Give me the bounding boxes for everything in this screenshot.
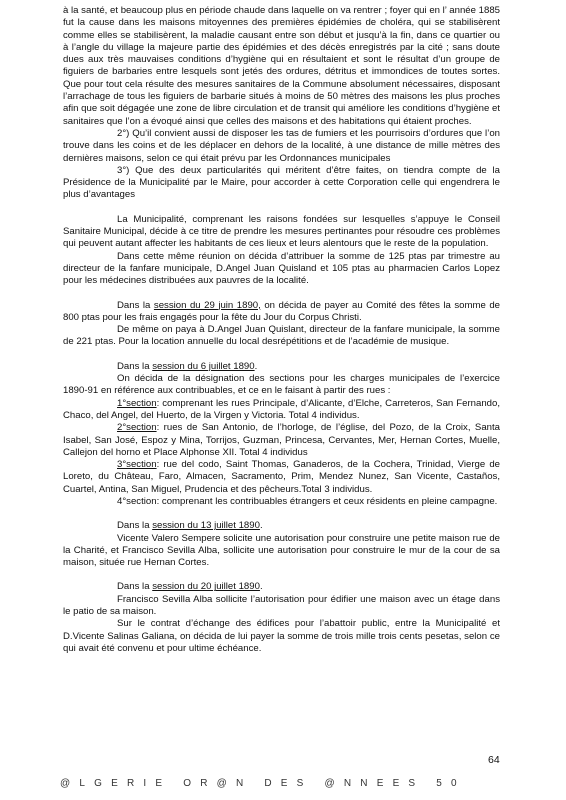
session-text: . bbox=[259, 581, 263, 593]
paragraph-section-3 bbox=[63, 459, 500, 496]
section-label-1: 1°section bbox=[117, 397, 157, 409]
section-label-3: 3°section bbox=[117, 459, 157, 471]
paragraph-abattoir-contract: Sur le contrat d’échange des édifices pour l’abattoir public, entre la Municipalité et D.Vicente Salinas Galiana, on décida de lui payer la somme de trois mille trois cents pesetas, selon ce qui avait été convenu et pour ultime échéance. bbox=[63, 618, 500, 654]
paragraph-point-2: 2°) Qu’il convient aussi de disposer les tas de fumiers et les pourrisoirs d’ordures que l’on trouve dans les coins et de les déplacer en dehors de la localité, à une distance de mille mètres des dernières maisons, selon ce qui était prévu par les Ordonnances municipales bbox=[63, 127, 500, 164]
session-text: on décida de payer au Comité des fêtes la somme de 800 ptas pour les frais engagés pour la fête du Jour du Corpus Christi. bbox=[63, 299, 500, 323]
page-body bbox=[63, 5, 500, 655]
page-number: 64 bbox=[488, 754, 500, 766]
paragraph-section-2 bbox=[63, 422, 500, 459]
session-prefix: Dans la bbox=[117, 360, 153, 372]
paragraph-quislant-payment: De même on paya à D.Angel Juan Quislant, directeur de la fanfare municipale, la somme de 221 ptas. Pour la location annuelle du local desrépétitions et de l’académie de musique. bbox=[63, 324, 500, 348]
session-date-29-june: session du 29 juin 1890, bbox=[153, 299, 261, 311]
section-text-2: : rues de San Antonio, de l’horloge, de l’église, del Pozo, de la Croix, Santa Isabel, San José, Espoz y Mina, Torrijos, Guzman, Princesa, Cervantes, Mer, Hernan Cortes, Muelle, Callejon del horno et Place Alphonse XII. Total 4 individus bbox=[63, 422, 500, 458]
session-text: . bbox=[259, 520, 263, 532]
section-label-2: 2°section bbox=[117, 422, 157, 434]
session-date-20-july: session du 20 juillet 1890 bbox=[152, 581, 260, 593]
paragraph-session-13-july bbox=[63, 520, 500, 532]
paragraph-sevilla-request: Francisco Sevilla Alba sollicite l’autorisation pour édifier une maison avec un étage dans le patio de sa maison. bbox=[63, 593, 500, 618]
section-text-3: : rue del codo, Saint Thomas, Ganaderos, de la Cochera, Trinidad, Vierge de Loreto, du Château, Faro, Almacen, Sacramento, Prim, Mendez Nunez, San Vicente, Castaños, Cuartel, Antina, San Miguel, Prudencia et des pêcheurs.Total 3 individus. bbox=[63, 459, 500, 495]
paragraph-session-29-june bbox=[63, 300, 500, 325]
paragraph-session-20-july bbox=[63, 581, 500, 593]
paragraph-section-4: 4°section: comprenant les contribuables étrangers et ceux résidents en pleine campagne. bbox=[117, 495, 498, 507]
session-text: . bbox=[254, 360, 258, 372]
session-prefix: Dans la bbox=[117, 520, 153, 532]
footer-text: @LGERIE OR@N DES @NNEES 50 bbox=[60, 778, 466, 789]
paragraph-section-1 bbox=[63, 398, 500, 423]
paragraph-valero-request: Vicente Valero Sempere solicite une autorisation pour construire une petite maison rue de la Charité, et Francisco Sevilla Alba, sollicite une autorisation pour construire le mur de la cour de sa maison, située rue Hernan Cortes. bbox=[63, 532, 500, 569]
session-date-13-july: session du 13 juillet 1890 bbox=[152, 520, 260, 532]
paragraph-municipality: La Municipalité, comprenant les raisons fondées sur lesquelles s’appuye le Conseil Sanitaire Municipal, décide à ce titre de prendre les mesures pertinantes pour résoudre ces problèmes qui peuvent autant affecter les habitants de ces lieux et leurs alentours que le reste de la population. bbox=[63, 213, 500, 250]
paragraph-point-3: 3°) Que des deux particularités qui méritent d’être faites, on tiendra compte de la Présidence de la Municipalité par le Maire, pour accorder à cette Corporation celle qui engendrera le plus d’avantages bbox=[63, 164, 500, 201]
session-date-6-july: session du 6 juillet 1890 bbox=[152, 360, 255, 372]
paragraph-fanfare-payment: Dans cette même réunion on décida d’attribuer la somme de 125 ptas par trimestre au directeur de la fanfare municipale, D.Angel Juan Quisland et 105 ptas au pharmacien Carlos Lopez pour les médecines distribuées aux pauvres de la localité. bbox=[63, 250, 500, 287]
session-prefix: Dans la bbox=[117, 299, 154, 311]
session-prefix: Dans la bbox=[117, 581, 153, 593]
paragraph-session-6-july bbox=[63, 361, 500, 373]
section-text-1: : comprenant les rues Principale, d’Alicante, d’Elche, Carreteros, San Fernando, Chaco, del Angel, del Huerto, de la Virgen y Victoria. Total 4 individus. bbox=[63, 397, 500, 421]
paragraph-health: à la santé, et beaucoup plus en période chaude dans laquelle on va rentrer ; foyer qui en l’ année 1885 fut la cause dans les maisons mitoyennes des premières épidémies de choléra, qui se stabilisèrent comme elles se stabilisèrent, la maladie causant entre son début et jusqu’à la fin, dans ce quartier ou à l’angle du village la majeure partie des épidémies et des décès enregistrés par la cité ; sans doute dues aux très mauvaises conditions d’hygiène qui en résultaient et sont le résultat d’un groupe de figuiers de barbaries entre lesquels sont jetés des ordures, détritus et immondices de toutes sortes. Que pour tout cela résulte des mesures sanitaires de la Commune absolument nécessaires, disposant l’arrachage de tous les figuiers de barbarie situés à moins de 50 mètres des maisons les plus proches afin que soit dégagée une zone de libre circulation et de transit qui améliore les conditions d’hygiène et sanitaires que l’on a évoqué ainsi que celles des maisons et des habitations qui étaient proches. bbox=[63, 5, 500, 127]
paragraph-sections-intro: On décida de la désignation des sections pour les charges municipales de l’exercice 1890-91 en référence aux contribuables, et ce en le faisant à partir des rues : bbox=[63, 373, 500, 397]
